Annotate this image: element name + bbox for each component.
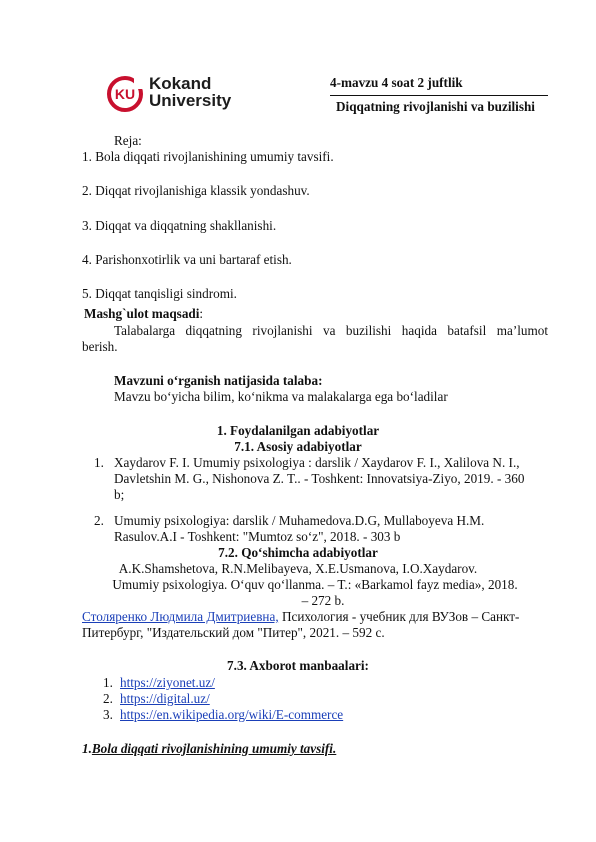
- logo-line-2: University: [149, 91, 232, 110]
- topic-label: 4-mavzu 4 soat 2 juftlik: [330, 75, 463, 90]
- plan-item: 1. Bola diqqati rivojlanishining umumiy tavsifi.: [82, 149, 334, 164]
- section-number: 1.: [82, 741, 92, 756]
- header-divider: [330, 95, 548, 96]
- goal-colon: :: [199, 306, 204, 321]
- reference-line: Xaydarov F. I. Umumiy psixologiya : darslik / Xaydarov F. I., Xalilova N. I.,: [114, 455, 520, 470]
- kokand-university-logo-icon: [106, 75, 144, 113]
- digital-uz-link[interactable]: https://digital.uz/: [120, 691, 210, 706]
- reference-line: Davletshin M. G., Nishonova Z. T.. - Toshkent: Innovatsiya-Ziyo, 2019. - 360: [114, 471, 525, 486]
- section-title: Bola diqqati rivojlanishining umumiy tavsifi.: [91, 741, 337, 756]
- plan-label: Reja:: [114, 133, 142, 148]
- topic-title: Diqqatning rivojlanishi va buzilishi: [336, 99, 535, 114]
- outcome-title: Mavzuni o‘rganish natijasida talaba:: [114, 373, 323, 388]
- logo-line-1: Kokand: [149, 74, 212, 93]
- extra-references-title: 7.2. Qo‘shimcha adabiyotlar: [218, 545, 378, 560]
- resource-number: 2.: [103, 691, 113, 706]
- section-heading: [82, 741, 336, 757]
- references-title: 1. Foydalanilgan adabiyotlar: [216, 423, 380, 438]
- logo-mark-text: KU: [114, 86, 136, 102]
- resource-number: 1.: [103, 675, 113, 690]
- extra-reference-line: – 272 b.: [301, 593, 345, 608]
- reference-number: 1.: [94, 455, 104, 470]
- main-references-title: 7.1. Asosiy adabiyotlar: [234, 439, 362, 454]
- goal-heading: [84, 306, 203, 322]
- outcome-text: Mavzu bo‘yicha bilim, ko‘nikma va malakalarga ega bo‘ladilar: [114, 389, 448, 404]
- plan-item: 2. Diqqat rivojlanishiga klassik yondashuv.: [82, 183, 310, 198]
- reference-line: Rasulov.A.I - Toshkent: "Mumtoz so‘z", 2018. - 303 b: [114, 529, 401, 544]
- logo-wordmark: [149, 75, 231, 109]
- extra-reference-line: A.K.Shamshetova, R.N.Melibayeva, X.E.Usmanova, I.O.Xaydarov.: [118, 561, 478, 576]
- reference-line: Umumiy psixologiya: darslik / Muhamedova.D.G, Mullaboyeva H.M.: [114, 513, 485, 528]
- reference-number: 2.: [94, 513, 104, 528]
- ziyonet-link[interactable]: https://ziyonet.uz/: [120, 675, 215, 690]
- plan-item: 5. Diqqat tanqisligi sindromi.: [82, 286, 237, 301]
- reference-line: b;: [114, 487, 125, 502]
- wikipedia-link[interactable]: https://en.wikipedia.org/wiki/E-commerce: [120, 707, 344, 722]
- russian-reference-text: Психология - учебник для ВУЗов – Санкт-: [278, 609, 520, 624]
- resource-number: 3.: [103, 707, 113, 722]
- plan-item: 3. Diqqat va diqqatning shakllanishi.: [82, 218, 277, 233]
- resources-title: 7.3. Axborot manbaalari:: [227, 658, 369, 673]
- goal-text: Talabalarga diqqatning rivojlanishi va buzilishi haqida batafsil ma’lumot berish.: [82, 323, 548, 354]
- plan-item: 4. Parishonxotirlik va uni bartaraf etish.: [82, 252, 292, 267]
- goal-label: Mashg`ulot maqsadi: [84, 306, 200, 321]
- author-link[interactable]: Столяренко Людмила Дмитриевна,: [82, 609, 279, 624]
- extra-reference-line: Umumiy psixologiya. O‘quv qo‘llanma. – T.: «Barkamol fayz media», 2018.: [112, 577, 518, 592]
- russian-reference-line: Питербург, "Издательский дом "Питер", 2021. – 592 с.: [82, 625, 385, 640]
- russian-reference-line: [82, 609, 519, 625]
